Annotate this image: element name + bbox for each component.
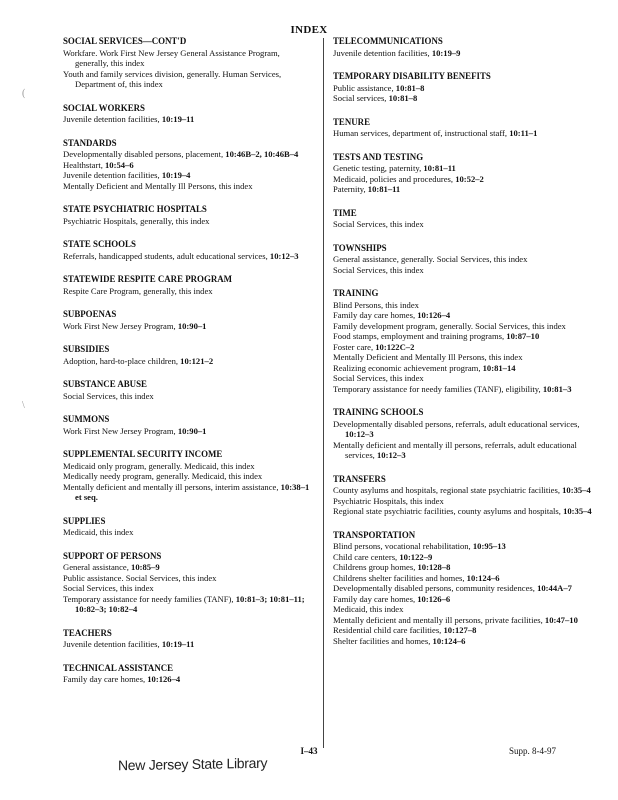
index-entry bbox=[333, 506, 593, 517]
entry-text: Childrens shelter facilities and homes, bbox=[333, 572, 467, 583]
entry-text: Mentally deficient and mentally ill persons, referrals, adult educational services, bbox=[333, 439, 577, 460]
index-heading: TENURE bbox=[333, 116, 370, 127]
entry-text: Workfare. Work First New Jersey General Assistance Program, generally, this index bbox=[63, 47, 280, 68]
entry-text: Psychiatric Hospitals, this index bbox=[333, 495, 444, 506]
entry-text: Paternity, bbox=[333, 184, 368, 194]
entry-text: Mentally Deficient and Mentally Ill Persons, this index bbox=[63, 180, 253, 191]
entry-reference: 10:121–2 bbox=[180, 355, 214, 366]
index-heading: TOWNSHIPS bbox=[333, 242, 387, 253]
index-entry bbox=[333, 128, 593, 139]
entry-text: Human services, department of, instructional staff, bbox=[333, 128, 510, 138]
entry-text: Foster care, bbox=[333, 341, 376, 352]
library-stamp: New Jersey State Library bbox=[118, 754, 268, 774]
index-section bbox=[63, 138, 315, 192]
index-entry bbox=[333, 83, 593, 94]
index-entry bbox=[63, 391, 315, 402]
entry-text: General assistance, generally. Social Services, this index bbox=[333, 254, 528, 264]
entry-reference: 10:12–3 bbox=[376, 450, 406, 460]
index-entry bbox=[333, 184, 593, 195]
index-entry bbox=[63, 461, 315, 472]
entry-text: Adoption, hard-to-place children, bbox=[63, 355, 181, 366]
entry-reference: 10:35–4 bbox=[563, 506, 592, 516]
index-heading: SOCIAL SERVICES—CONT'D bbox=[63, 36, 187, 46]
entry-text: Family day care homes, bbox=[333, 310, 418, 320]
entry-text: Child care centers, bbox=[333, 551, 400, 562]
entry-text: Healthstart, bbox=[63, 159, 105, 170]
index-section bbox=[333, 474, 593, 517]
index-heading: STATE PSYCHIATRIC HOSPITALS bbox=[63, 204, 207, 214]
supplement-date: Supp. 8-4-97 bbox=[509, 746, 556, 756]
index-entry bbox=[333, 384, 593, 395]
entry-text: Social Services, this index bbox=[63, 390, 154, 401]
index-section bbox=[333, 407, 593, 461]
index-entry bbox=[333, 163, 593, 174]
entry-text: Social Services, this index bbox=[63, 583, 154, 593]
index-entry bbox=[333, 373, 593, 384]
index-entry bbox=[63, 251, 315, 262]
index-heading: TRAINING SCHOOLS bbox=[333, 407, 424, 417]
entry-text: Medicaid, policies and procedures, bbox=[333, 173, 456, 184]
entry-reference: 10:126–4 bbox=[417, 310, 451, 320]
entry-text: Temporary assistance for needy families (TANF), bbox=[63, 593, 236, 604]
entry-reference: 10:12–3 bbox=[345, 429, 374, 439]
index-entry bbox=[333, 342, 593, 353]
index-entry bbox=[63, 583, 315, 594]
index-entry bbox=[333, 552, 593, 563]
index-entry bbox=[63, 149, 315, 160]
entry-text: Work First New Jersey Program, bbox=[63, 425, 178, 436]
entry-reference: 10:127–8 bbox=[443, 625, 477, 635]
index-entry bbox=[333, 496, 593, 507]
index-section bbox=[333, 152, 593, 195]
index-entry bbox=[63, 471, 315, 482]
entry-reference: 10:126–4 bbox=[147, 674, 181, 684]
entry-text: Juvenile detention facilities, bbox=[333, 47, 432, 58]
index-entry bbox=[333, 265, 593, 276]
entry-text: Juvenile detention facilities, bbox=[63, 170, 162, 180]
index-entry bbox=[333, 541, 593, 552]
entry-reference: 10:38–1 et seq. bbox=[75, 481, 310, 502]
entry-text: Developmentally disabled persons, referrals, adult educational services, bbox=[333, 418, 580, 429]
index-section bbox=[63, 551, 315, 615]
entry-text: Mentally Deficient and Mentally Ill Persons, this index bbox=[333, 352, 523, 362]
entry-text: Residential child care facilities, bbox=[333, 625, 444, 635]
entry-reference: 10:81–14 bbox=[482, 362, 516, 373]
entry-text: Food stamps, employment and training programs, bbox=[333, 331, 507, 341]
index-heading: TELECOMMUNICATIONS bbox=[333, 36, 443, 46]
index-entry bbox=[333, 300, 593, 311]
index-column-left bbox=[63, 36, 315, 698]
index-entry bbox=[333, 636, 593, 647]
entry-text: Public assistance, bbox=[333, 82, 396, 93]
entry-reference: 10:11–1 bbox=[509, 128, 538, 138]
index-entry bbox=[63, 321, 315, 332]
index-section bbox=[333, 36, 593, 58]
index-heading: TESTS AND TESTING bbox=[333, 151, 424, 162]
entry-text: Work First New Jersey Program, bbox=[63, 320, 178, 331]
entry-text: Social Services, this index bbox=[333, 219, 424, 229]
index-heading: TRANSPORTATION bbox=[333, 529, 416, 540]
index-entry bbox=[63, 356, 315, 367]
index-heading: STATEWIDE RESPITE CARE PROGRAM bbox=[63, 274, 233, 284]
entry-reference: 10:122–9 bbox=[399, 551, 433, 562]
index-section bbox=[333, 288, 593, 394]
entry-text: Juvenile detention facilities, bbox=[63, 639, 162, 649]
entry-text: Family day care homes, bbox=[333, 593, 418, 604]
entry-reference: 10:124–6 bbox=[432, 635, 466, 646]
index-entry bbox=[63, 562, 315, 573]
index-heading: SUPPORT OF PERSONS bbox=[63, 550, 162, 561]
entry-reference: 10:81–11 bbox=[367, 184, 401, 194]
index-entry bbox=[63, 160, 315, 171]
index-section bbox=[63, 663, 315, 685]
index-entry bbox=[63, 170, 315, 181]
index-section bbox=[333, 117, 593, 139]
entry-text: Social Services, this index bbox=[333, 373, 424, 383]
index-heading: SUPPLEMENTAL SECURITY INCOME bbox=[63, 449, 223, 459]
index-entry bbox=[333, 583, 593, 594]
index-entry bbox=[333, 93, 593, 104]
index-heading: SUBSTANCE ABUSE bbox=[63, 379, 147, 389]
index-section bbox=[63, 36, 315, 90]
entry-text: Shelter facilities and homes, bbox=[333, 635, 433, 646]
index-section bbox=[63, 309, 315, 331]
index-entry bbox=[333, 174, 593, 185]
entry-reference: 10:54–6 bbox=[105, 159, 134, 170]
entry-text: County asylums and hospitals, regional state psychiatric facilities, bbox=[333, 485, 563, 495]
entry-reference: 10:19–11 bbox=[161, 639, 195, 649]
index-section bbox=[63, 204, 315, 226]
index-heading: TEMPORARY DISABILITY BENEFITS bbox=[333, 71, 491, 81]
index-entry bbox=[63, 573, 315, 584]
index-section bbox=[63, 379, 315, 401]
entry-text: Childrens group homes, bbox=[333, 562, 418, 572]
entry-reference: 10:85–9 bbox=[131, 562, 160, 572]
index-entry bbox=[333, 419, 593, 440]
entry-text: Blind persons, vocational rehabilitation, bbox=[333, 541, 473, 551]
index-heading: STANDARDS bbox=[63, 137, 117, 148]
entry-text: Medically needy program, generally. Medicaid, this index bbox=[63, 471, 263, 481]
entry-reference: 10:122C–2 bbox=[375, 341, 415, 352]
entry-text: Temporary assistance for needy families (TANF), eligibility, bbox=[333, 383, 543, 394]
index-entry bbox=[333, 321, 593, 332]
entry-reference: 10:90–1 bbox=[177, 425, 207, 436]
entry-reference: 10:19–4 bbox=[161, 170, 191, 180]
entry-reference: 10:12–3 bbox=[269, 250, 299, 261]
entry-reference: 10:81–8 bbox=[395, 82, 425, 93]
index-heading: TRAINING bbox=[333, 288, 379, 298]
entry-reference: 10:44A–7 bbox=[537, 583, 572, 593]
entry-text: Developmentally disabled persons, community residences, bbox=[333, 583, 538, 593]
index-entry bbox=[63, 482, 315, 503]
entry-text: Mentally deficient and mentally ill persons, interim assistance, bbox=[63, 481, 281, 492]
index-entry bbox=[333, 352, 593, 363]
index-entry bbox=[333, 254, 593, 265]
index-entry bbox=[333, 625, 593, 636]
column-divider bbox=[323, 38, 324, 748]
entry-reference: 10:128–8 bbox=[417, 562, 451, 572]
entry-reference: 10:47–10 bbox=[544, 614, 578, 625]
entry-reference: 10:46B–2, 10:46B–4 bbox=[225, 149, 299, 159]
index-section bbox=[333, 208, 593, 230]
entry-reference: 10:81–8 bbox=[388, 93, 418, 103]
entry-text: Youth and family services division, generally. Human Services, Department of, this index bbox=[63, 68, 282, 89]
index-entry bbox=[333, 331, 593, 342]
entry-text: Family development program, generally. Social Services, this index bbox=[333, 320, 566, 331]
entry-text: Social Services, this index bbox=[333, 264, 424, 275]
index-section bbox=[333, 530, 593, 647]
index-heading: SUBPOENAS bbox=[63, 309, 117, 319]
index-section bbox=[63, 103, 315, 125]
entry-reference: 10:19–9 bbox=[431, 47, 461, 58]
index-entry bbox=[333, 219, 593, 230]
index-column-right bbox=[333, 36, 593, 659]
index-entry bbox=[63, 181, 315, 192]
entry-reference: 10:87–10 bbox=[506, 331, 540, 341]
index-entry bbox=[63, 639, 315, 650]
entry-text: Medicaid, this index bbox=[63, 527, 134, 537]
index-entry bbox=[63, 674, 315, 685]
index-heading: TEACHERS bbox=[63, 627, 112, 638]
entry-reference: 10:52–2 bbox=[455, 173, 484, 184]
index-heading: TIME bbox=[333, 207, 357, 218]
entry-text: Mentally deficient and mentally ill persons, private facilities, bbox=[333, 614, 545, 625]
index-entry bbox=[63, 426, 315, 437]
entry-text: Genetic testing, paternity, bbox=[333, 163, 424, 173]
index-heading: SUPPLIES bbox=[63, 515, 106, 526]
entry-text: Developmentally disabled persons, placement, bbox=[63, 149, 226, 159]
index-heading: SUMMONS bbox=[63, 414, 110, 424]
index-entry bbox=[333, 594, 593, 605]
index-section bbox=[63, 274, 315, 296]
entry-text: Realizing economic achievement program, bbox=[333, 362, 483, 373]
page-title: INDEX bbox=[290, 24, 328, 36]
entry-text: Medicaid, this index bbox=[333, 604, 404, 614]
margin-mark: \ bbox=[22, 400, 25, 411]
index-heading: SUBSIDIES bbox=[63, 344, 110, 354]
index-entry bbox=[333, 615, 593, 626]
index-entry bbox=[63, 527, 315, 538]
index-entry bbox=[63, 48, 315, 69]
entry-reference: 10:126–6 bbox=[417, 593, 451, 604]
entry-reference: 10:81–3 bbox=[542, 383, 572, 394]
index-section bbox=[63, 414, 315, 436]
index-heading: TECHNICAL ASSISTANCE bbox=[63, 662, 174, 673]
index-entry bbox=[333, 562, 593, 573]
index-entry bbox=[63, 114, 315, 125]
index-entry bbox=[333, 48, 593, 59]
entry-text: Respite Care Program, generally, this index bbox=[63, 285, 213, 296]
entry-text: Psychiatric Hospitals, generally, this index bbox=[63, 215, 210, 226]
entry-text: Public assistance. Social Services, this index bbox=[63, 572, 217, 583]
entry-reference: 10:35–4 bbox=[562, 485, 591, 495]
index-section bbox=[63, 628, 315, 650]
entry-text: Medicaid only program, generally. Medicaid, this index bbox=[63, 460, 255, 471]
index-section bbox=[333, 71, 593, 104]
index-section bbox=[63, 516, 315, 538]
index-section bbox=[333, 243, 593, 276]
index-heading: STATE SCHOOLS bbox=[63, 239, 136, 249]
entry-text: Regional state psychiatric facilities, county asylums and hospitals, bbox=[333, 506, 564, 516]
index-entry bbox=[333, 573, 593, 584]
entry-text: Juvenile detention facilities, bbox=[63, 114, 162, 124]
index-heading: TRANSFERS bbox=[333, 473, 386, 484]
index-section bbox=[63, 344, 315, 366]
page-number: I–43 bbox=[300, 746, 318, 756]
entry-reference: 10:124–6 bbox=[466, 572, 500, 583]
entry-reference: 10:19–11 bbox=[161, 114, 195, 124]
index-section bbox=[63, 449, 315, 503]
entry-reference: 10:95–13 bbox=[472, 541, 506, 551]
index-entry bbox=[333, 485, 593, 496]
margin-mark: ( bbox=[22, 88, 26, 99]
index-entry bbox=[63, 69, 315, 90]
entry-text: Family day care homes, bbox=[63, 674, 148, 684]
index-heading: SOCIAL WORKERS bbox=[63, 102, 145, 113]
index-entry bbox=[333, 440, 593, 461]
entry-text: Blind Persons, this index bbox=[333, 299, 419, 310]
index-entry bbox=[333, 310, 593, 321]
entry-reference: 10:81–11 bbox=[423, 163, 456, 173]
index-entry bbox=[333, 604, 593, 615]
index-entry bbox=[333, 363, 593, 374]
index-entry bbox=[63, 594, 315, 615]
entry-text: Social services, bbox=[333, 93, 389, 103]
index-entry bbox=[63, 286, 315, 297]
entry-text: General assistance, bbox=[63, 562, 132, 572]
entry-text: Referrals, handicapped students, adult educational services, bbox=[63, 250, 270, 261]
index-entry bbox=[63, 216, 315, 227]
entry-reference: 10:90–1 bbox=[177, 320, 207, 331]
entry-reference: 10:81–3; 10:81–11; 10:82–3; 10:82–4 bbox=[75, 593, 305, 614]
index-section bbox=[63, 239, 315, 261]
